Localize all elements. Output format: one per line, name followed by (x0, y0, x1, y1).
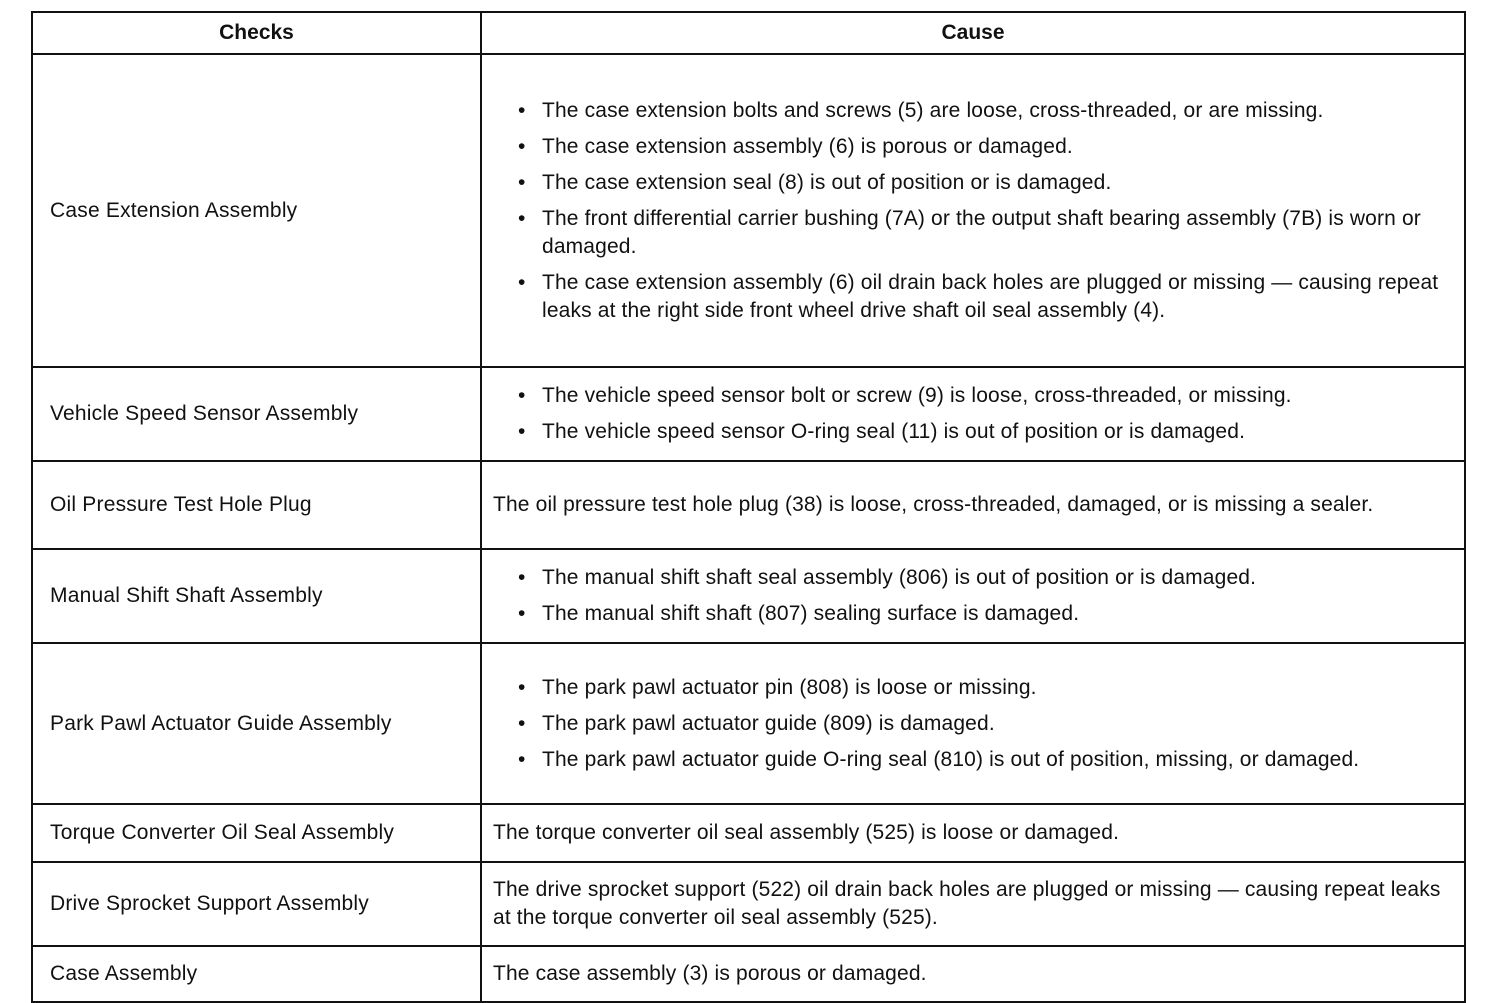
cause-cell (481, 643, 1465, 804)
table-row (32, 643, 1465, 804)
cause-item (493, 169, 1444, 197)
cause-cell (481, 367, 1465, 461)
cause-text: The park pawl actuator pin (808) is loose or missing. (542, 675, 1037, 699)
cause-item (493, 97, 1444, 125)
bullet-icon: • (518, 711, 526, 735)
cause-text: The case extension bolts and screws (5) are loose, cross-threaded, or are missing. (542, 98, 1324, 122)
cause-cell: The oil pressure test hole plug (38) is loose, cross-threaded, damaged, or is missing a sealer. (481, 461, 1465, 549)
bullet-icon: • (518, 747, 526, 771)
cause-item (493, 133, 1444, 161)
cause-cell (481, 549, 1465, 643)
bullet-icon: • (518, 170, 526, 194)
bullet-icon: • (518, 206, 526, 230)
check-cell: Vehicle Speed Sensor Assembly (32, 367, 481, 461)
check-cell: Manual Shift Shaft Assembly (32, 549, 481, 643)
bullet-icon: • (518, 602, 526, 625)
cause-column-header: Cause (481, 12, 1465, 54)
table-row (32, 804, 1465, 862)
cause-item (493, 674, 1444, 702)
cause-text: The case extension seal (8) is out of position or is damaged. (542, 170, 1112, 194)
cause-cell (481, 54, 1465, 367)
table-row (32, 461, 1465, 549)
cause-text: The park pawl actuator guide O-ring seal (810) is out of position, missing, or damaged. (542, 747, 1360, 771)
table-row (32, 946, 1465, 1002)
check-cell: Case Extension Assembly (32, 54, 481, 367)
check-cell: Case Assembly (32, 946, 481, 1002)
table-row (32, 367, 1465, 461)
table-row (32, 862, 1465, 946)
cause-text: The case extension assembly (6) is porous or damaged. (542, 134, 1073, 158)
check-cell: Drive Sprocket Support Assembly (32, 862, 481, 946)
table-row (32, 54, 1465, 367)
bullet-icon: • (518, 270, 526, 294)
check-cell: Park Pawl Actuator Guide Assembly (32, 643, 481, 804)
cause-text: The vehicle speed sensor bolt or screw (9) is loose, cross-threaded, or missing. (542, 384, 1292, 407)
bullet-icon: • (518, 420, 526, 443)
cause-item (493, 746, 1444, 774)
table-row (32, 549, 1465, 643)
cause-item (493, 564, 1444, 592)
cause-list (493, 97, 1444, 325)
cause-text: The vehicle speed sensor O-ring seal (11) is out of position or is damaged. (542, 420, 1246, 443)
cause-cell: The case assembly (3) is porous or damaged. (481, 946, 1465, 1002)
bullet-icon: • (518, 566, 526, 589)
cause-text: The manual shift shaft (807) sealing surface is damaged. (542, 602, 1080, 625)
cause-item (493, 269, 1444, 325)
bullet-icon: • (518, 134, 526, 158)
check-cell: Torque Converter Oil Seal Assembly (32, 804, 481, 862)
cause-item (493, 382, 1444, 410)
cause-item (493, 418, 1444, 446)
cause-item (493, 710, 1444, 738)
table-header-row (32, 12, 1465, 54)
bullet-icon: • (518, 98, 526, 122)
cause-text: The park pawl actuator guide (809) is damaged. (542, 711, 995, 735)
cause-item (493, 205, 1444, 261)
cause-cell: The drive sprocket support (522) oil drain back holes are plugged or missing — causing repeat leaks at the torque converter oil seal assembly (525). (481, 862, 1465, 946)
bullet-icon: • (518, 675, 526, 699)
bullet-icon: • (518, 384, 526, 407)
cause-text: The front differential carrier bushing (7A) or the output shaft bearing assembly (7B) is worn or damaged. (542, 206, 1421, 258)
cause-text: The case extension assembly (6) oil drain back holes are plugged or missing — causing repeat leaks at the right side front wheel drive shaft oil seal assembly (4). (542, 270, 1439, 322)
cause-list (493, 674, 1444, 774)
check-cell: Oil Pressure Test Hole Plug (32, 461, 481, 549)
cause-cell: The torque converter oil seal assembly (525) is loose or damaged. (481, 804, 1465, 862)
cause-list (493, 382, 1444, 446)
cause-list (493, 564, 1444, 628)
checks-cause-table (31, 11, 1466, 1003)
cause-item (493, 600, 1444, 628)
checks-column-header: Checks (32, 12, 481, 54)
cause-text: The manual shift shaft seal assembly (806) is out of position or is damaged. (542, 566, 1257, 589)
